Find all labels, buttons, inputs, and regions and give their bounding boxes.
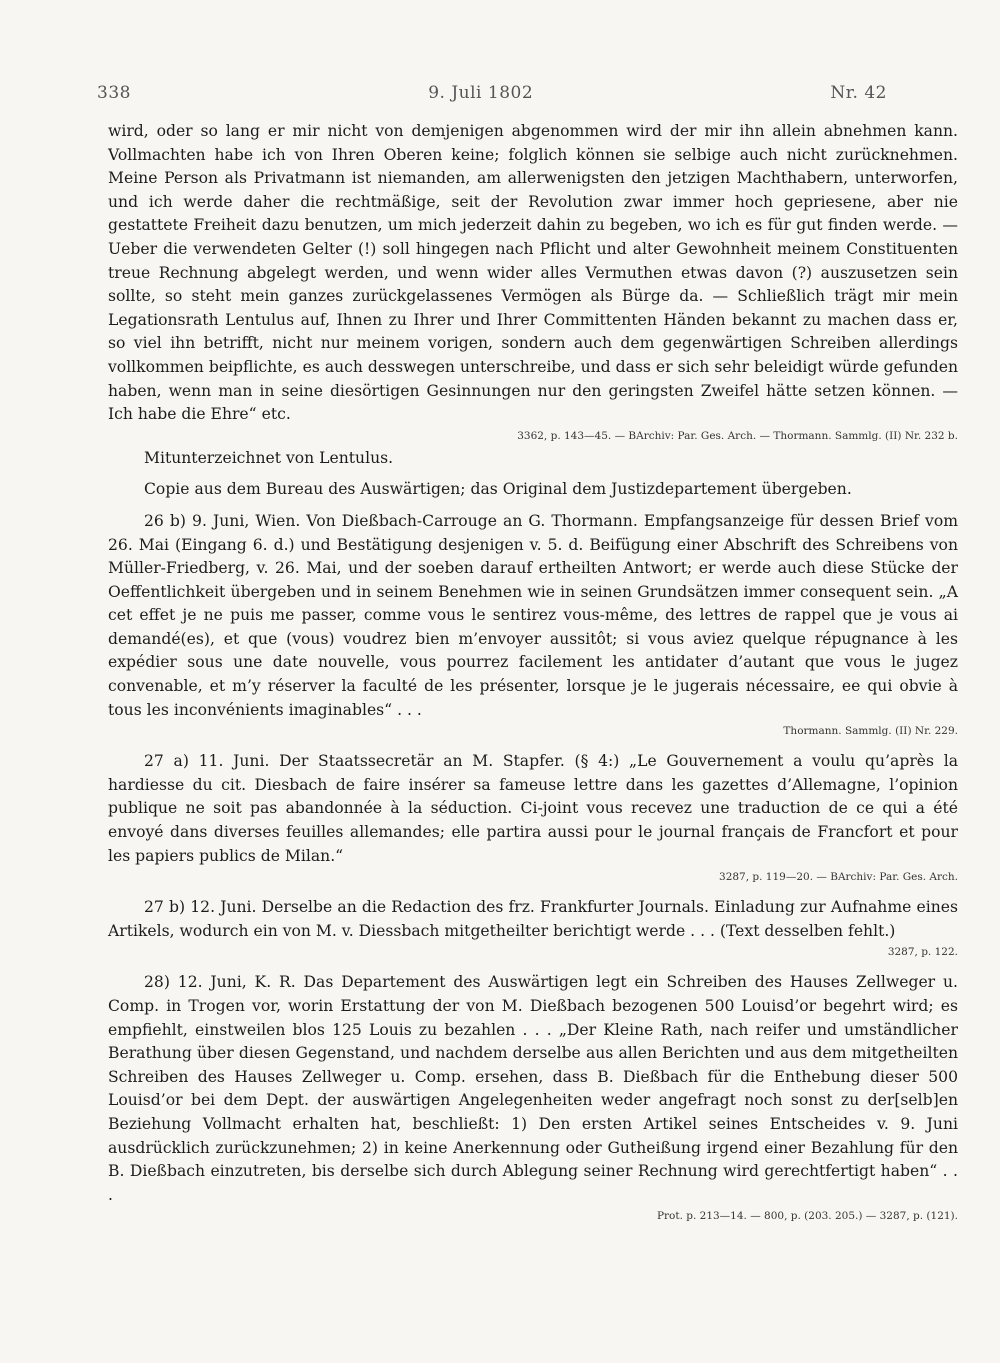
page-header [97, 83, 887, 103]
source-reference: Thormann. Sammlg. (II) Nr. 229. [783, 725, 958, 738]
entry-26b: 26 b) 9. Juni, Wien. Von Dießbach-Carrouge an G. Thormann. Empfangsanzeige für dessen Brief vom 26. Mai (Eingang 6. d.) und Bestätigung desjenigen v. 5. d. Beifügung einer Abschrift des Schreibens von Müller-Friedberg, v. 26. Mai, und der soeben darauf ertheilten Antwort; er werde auch diese Stücke der Oeffentlichkeit übergeben und in seinem Benehmen wie in seinen Grundsätzen immer consequent sein. „A cet effet je ne puis me passer, comme vous le sentirez vous-même, des lettres de rappel que je vous ai demandé(es), et que (vous) voudrez bien m’envoyer aussitôt; si vous aviez quelque répugnance à les expédier sous une date nouvelle, vous pourrez facilement les antidater d’autant que vous le jugez convenable, et m’y réserver la faculté de les présenter, lorsque je le jugerais nécessaire, ee qui obvie à tous les inconvénients imaginables“ . . . [108, 511, 958, 719]
entry-28: 28) 12. Juni, K. R. Das Departement des Auswärtigen legt ein Schreiben des Hauses Zellweger u. Comp. in Trogen vor, worin Erstattung der von M. Dießbach bezogenen 500 Louisd’or begehrt wird; es empfiehlt, einstweilen blos 125 Louis zu bezahlen . . . „Der Kleine Rath, nach reifer und umständlicher Berathung über diesen Gegenstand, und nachdem derselbe aus allen Berichten und aus dem mitgetheilten Schreiben des Hauses Zellweger u. Comp. ersehen, dass B. Dießbach für die Enthebung dieser 500 Louisd’or bei dem Dept. der auswärtigen Angelegenheiten weder angefragt noch sonst zu der[selb]en Beziehung Vollmacht erhalten hat, beschließt: 1) Den ersten Artikel seines Entscheides v. 9. Juni ausdrücklich zurückzunehmen; 2) in keine Anerkennung oder Gutheißung irgend einer Bezahlung für den B. Dießbach einzutreten, bis derselbe sich durch Ablegung seiner Rechnung wird gerechtfertigt haben“ . . . [108, 973, 958, 1204]
source-reference: 3362, p. 143—45. — BArchiv: Par. Ges. Arch. — Thormann. Sammlg. (II) Nr. 232 b. [517, 429, 958, 442]
cosigner-note: Mitunterzeichnet von Lentulus. [144, 448, 394, 467]
entry-27a: 27 a) 11. Juni. Der Staatssecretär an M. Stapfer. (§ 4:) „Le Gouvernement a voulu qu’après la hardiesse du cit. Diesbach de faire insérer sa fameuse lettre dans les gazettes d’Allemagne, l’opinion publique ne soit pas abandonnée à la séduction. Ci-joint vous recevez une traduction de ce qui a été envoyé dans diverses feuilles allemandes; elle partira aussi pour le journal français de Francfort et pour les papiers publics de Milan.“ [108, 752, 958, 865]
page-body [108, 120, 958, 1227]
page-number: 338 [97, 83, 131, 103]
letter-continuation: wird, oder so lang er mir nicht von demjenigen abgenommen wird der mir ihn allein abnehmen kann. Vollmachten habe ich von Ihren Oberen keine; folglich können sie selbige auch nicht zurücknehmen. Meine Person als Privatmann ist niemanden, am allerwenigsten den jetzigen Machthabern, unterworfen, und ich werde daher die rechtmäßige, seit der Revolution zwar immer hoch gepriesene, aber nie gestattete Freiheit dazu benutzen, um mich jederzeit dahin zu begeben, wo ich es für gut finden werde. — Ueber die verwendeten Gelter (!) soll hingegen nach Pflicht und alter Gewohnheit meinem Constituenten treue Rechnung abgelegt werden, und wenn wider alles Vermuthen etwas davon (?) auszusetzen sein sollte, so steht mein ganzes zurückgelassenes Vermögen als Bürge da. — Schließlich trägt mir mein Legationsrath Lentulus auf, Ihnen zu Ihrer und Ihrer Committenten Händen bekannt zu machen dass er, so viel ihn betrifft, nicht nur meinem vorigen, sondern auch dem gegenwärtigen Schreiben allerdings vollkommen beipflichte, es auch desswegen unterschreibe, und dass er sich sehr beleidigt würde gefunden haben, wenn man in seine diesörtigen Gesinnungen nur den geringsten Zweifel hätte setzen können. — Ich habe die Ehre“ etc. [108, 122, 958, 424]
entry-27b: 27 b) 12. Juni. Derselbe an die Redaction des frz. Frankfurter Journals. Einladung zur Aufnahme eines Artikels, wodurch ein von M. v. Diessbach mitgetheilter berichtigt werde . . . (Text desselben fehlt.) [108, 898, 958, 940]
source-reference: Prot. p. 213—14. — 800, p. (203. 205.) — 3287, p. (121). [656, 1210, 958, 1223]
copy-note: Copie aus dem Bureau des Auswärtigen; das Original dem Justizdepartement übergeben. [144, 480, 852, 499]
running-date: 9. Juli 1802 [428, 83, 534, 103]
source-reference: 3287, p. 122. [887, 946, 958, 959]
source-reference: 3287, p. 119—20. — BArchiv: Par. Ges. Arch. [719, 871, 958, 884]
document-number: Nr. 42 [830, 83, 887, 103]
